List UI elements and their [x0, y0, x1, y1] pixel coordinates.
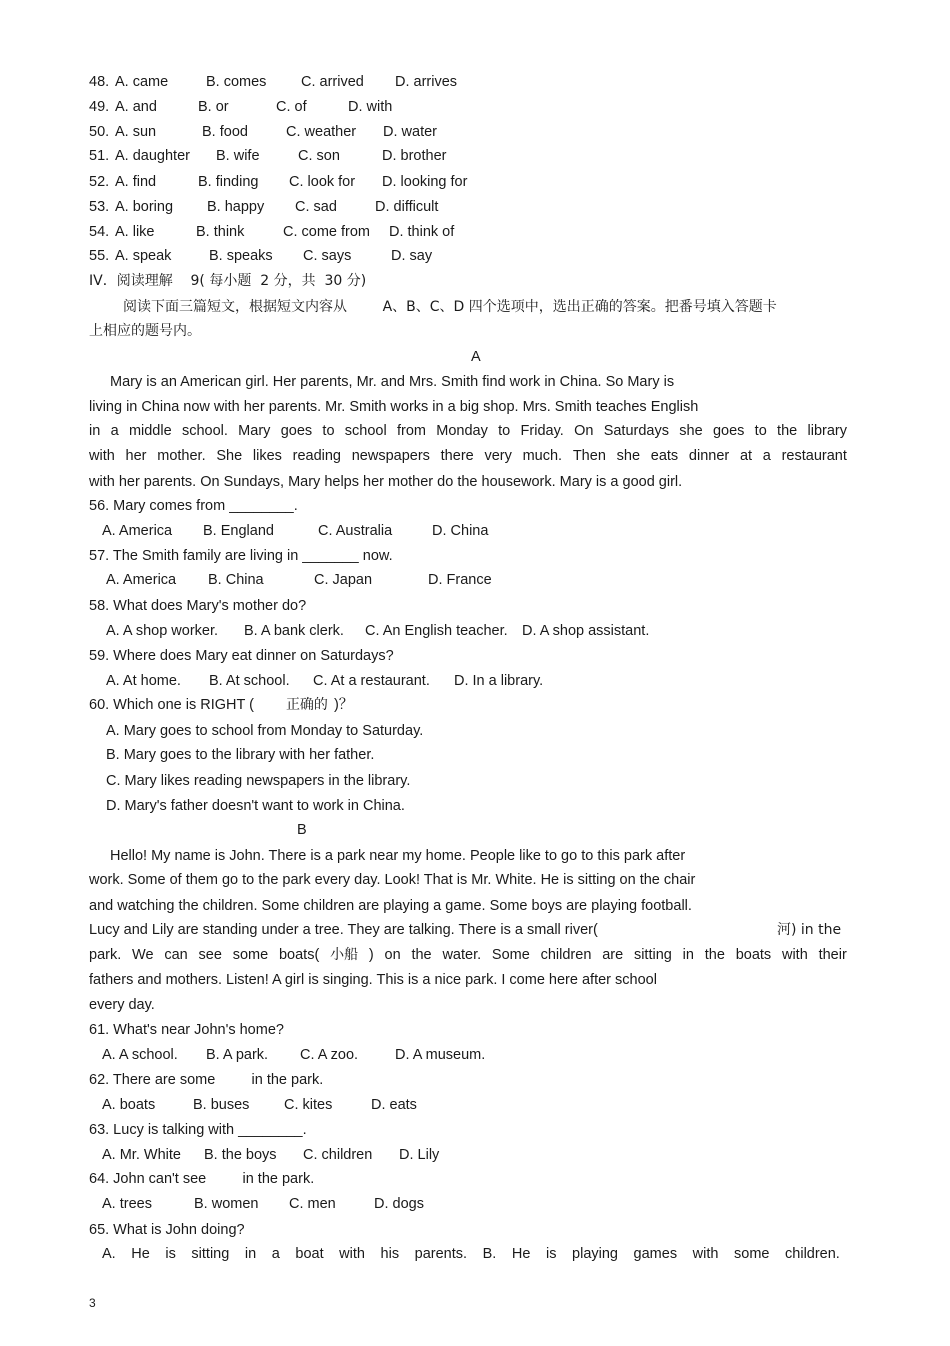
option-a: A. Mr. White	[102, 1147, 181, 1163]
passage-b-label: B	[297, 822, 307, 838]
option-b: B. buses	[193, 1097, 250, 1113]
word: a	[110, 423, 119, 439]
word: the	[777, 423, 798, 439]
option-d: D. In a library.	[454, 673, 544, 689]
word: parents.	[414, 1246, 468, 1262]
word: mother.	[157, 448, 206, 464]
word: likes	[252, 448, 282, 464]
cloze-option-d: D. with	[348, 99, 393, 115]
cloze-option-a: A. came	[115, 74, 169, 90]
cloze-option-d: D. water	[383, 124, 437, 140]
word: Mary	[238, 423, 271, 439]
cloze-option-a: A. like	[115, 224, 155, 240]
cloze-option-c: C. says	[303, 248, 352, 264]
word: school	[344, 423, 387, 439]
cloze-number: 50.	[89, 124, 110, 140]
option-a: A. America	[106, 572, 177, 588]
cloze-option-a: A. sun	[115, 124, 157, 140]
option-d: D. China	[432, 523, 489, 539]
passage-a-line	[89, 447, 847, 465]
word: is	[165, 1246, 176, 1262]
cloze-option-b: B. finding	[198, 174, 259, 190]
cloze-option-b: B. food	[202, 124, 248, 140]
word: to	[498, 423, 511, 439]
word: the	[411, 947, 432, 963]
cloze-option-b: B. comes	[206, 74, 267, 90]
word: with	[781, 947, 808, 963]
option-d: D. France	[428, 572, 492, 588]
cloze-option-d: D. difficult	[375, 199, 439, 215]
word: boats(	[278, 947, 320, 963]
cloze-option-c: C. sad	[295, 199, 337, 215]
question-59: 59. Where does Mary eat dinner on Saturdays?	[89, 648, 394, 664]
option-a: A. trees	[102, 1196, 152, 1212]
question-63: 63. Lucy is talking with ________.	[89, 1122, 307, 1138]
cloze-option-b: B. speaks	[209, 248, 273, 264]
word: their	[818, 947, 847, 963]
passage-b-line: Hello! My name is John. There is a park near my home. People like to go to this park after	[110, 848, 686, 864]
question-60-option-c: C. Mary likes reading newspapers in the library.	[106, 773, 411, 789]
question-65-options	[102, 1245, 840, 1263]
passage-b-line: and watching the children. Some children are playing a game. Some boys are playing football.	[89, 898, 692, 914]
word: water.	[442, 947, 482, 963]
word: with	[692, 1246, 719, 1262]
cloze-number: 52.	[89, 174, 110, 190]
word: can	[164, 947, 188, 963]
word: Then	[572, 448, 606, 464]
question-60-option-b: B. Mary goes to the library with her father.	[106, 747, 375, 763]
word: school.	[181, 423, 228, 439]
passage-a-line	[89, 422, 847, 440]
word: goes	[712, 423, 745, 439]
word: sitting	[191, 1246, 230, 1262]
question-58: 58. What does Mary's mother do?	[89, 598, 307, 614]
cloze-option-b: B. or	[198, 99, 229, 115]
passage-a-line: with her parents. On Sundays, Mary helps her mother do the housework. Mary is a good girl.	[89, 474, 683, 490]
word: 小船	[330, 947, 359, 963]
question-57: 57. The Smith family are living in _______ now.	[89, 548, 393, 564]
word: Friday.	[520, 423, 564, 439]
cloze-option-b: B. wife	[216, 148, 260, 164]
passage-b-river-note: 河) in the	[777, 922, 842, 938]
word: boat	[295, 1246, 324, 1262]
option-d: D. eats	[371, 1097, 417, 1113]
word: is	[545, 1246, 557, 1262]
word: on	[384, 947, 401, 963]
cloze-option-c: C. arrived	[301, 74, 364, 90]
passage-b-line: Lucy and Lily are standing under a tree. They are talking. There is a small river(	[89, 922, 598, 938]
word: Monday	[436, 423, 488, 439]
cloze-option-a: A. find	[115, 174, 157, 190]
cloze-option-a: A. daughter	[115, 148, 190, 164]
question-65: 65. What is John doing?	[89, 1222, 245, 1238]
word: newspapers	[351, 448, 430, 464]
word: in	[682, 947, 694, 963]
section-instruction-line1: 阅读下面三篇短文，根据短文内容从 A、B、C、D 四个选项中，选出正确的答案。把番号填入答题卡	[123, 299, 777, 315]
word: reading	[292, 448, 341, 464]
cloze-option-a: A. speak	[115, 248, 172, 264]
cloze-option-d: D. arrives	[395, 74, 458, 90]
option-b: B. the boys	[204, 1147, 277, 1163]
option-c: C. men	[289, 1196, 336, 1212]
word: with	[339, 1246, 365, 1262]
page-number: 3	[89, 1296, 96, 1310]
option-b: B. women	[194, 1196, 259, 1212]
question-60: 60. Which one is RIGHT ( 正确的 )？	[89, 697, 354, 713]
word: A.	[102, 1246, 116, 1262]
word: playing	[572, 1246, 618, 1262]
cloze-number: 54.	[89, 224, 110, 240]
word: her	[125, 448, 147, 464]
option-a: A. America	[102, 523, 173, 539]
option-d: D. A museum.	[395, 1047, 486, 1063]
passage-b-line: work. Some of them go to the park every day. Look! That is Mr. White. He is sitting on the chair	[89, 872, 696, 888]
cloze-option-c: C. look for	[289, 174, 356, 190]
word: park.	[89, 947, 122, 963]
question-64: 64. John can't see in the park.	[89, 1171, 315, 1187]
option-b: B. China	[208, 572, 264, 588]
cloze-number: 51.	[89, 148, 110, 164]
option-c: C. An English teacher.	[365, 623, 508, 639]
cloze-number: 49.	[89, 99, 110, 115]
word: dinner	[688, 448, 730, 464]
word: are	[602, 947, 624, 963]
cloze-option-d: D. think of	[389, 224, 455, 240]
word: games	[633, 1246, 678, 1262]
option-a: A. A shop worker.	[106, 623, 219, 639]
option-d: D. Lily	[399, 1147, 440, 1163]
word: a	[271, 1246, 280, 1262]
word: B.	[482, 1246, 497, 1262]
word: much.	[522, 448, 563, 464]
word: boats	[735, 947, 772, 963]
word: some	[734, 1246, 770, 1262]
cloze-number: 53.	[89, 199, 110, 215]
passage-a-label: A	[471, 349, 481, 365]
word: children.	[785, 1246, 840, 1262]
word: On	[574, 423, 594, 439]
word: in	[89, 423, 101, 439]
word: library	[807, 423, 847, 439]
cloze-option-a: A. and	[115, 99, 157, 115]
cloze-option-a: A. boring	[115, 199, 174, 215]
cloze-option-d: D. say	[391, 248, 433, 264]
option-d: D. dogs	[374, 1196, 424, 1212]
option-b: B. At school.	[209, 673, 290, 689]
word: his	[380, 1246, 400, 1262]
word: middle	[128, 423, 172, 439]
word: at	[739, 448, 753, 464]
question-61: 61. What's near John's home?	[89, 1022, 284, 1038]
cloze-option-c: C. come from	[283, 224, 371, 240]
cloze-option-b: B. happy	[207, 199, 265, 215]
word: children	[540, 947, 592, 963]
word: We	[132, 947, 154, 963]
cloze-option-d: D. looking for	[382, 174, 468, 190]
cloze-option-c: C. weather	[286, 124, 357, 140]
option-c: C. kites	[284, 1097, 333, 1113]
option-c: C. A zoo.	[300, 1047, 359, 1063]
word: the	[704, 947, 725, 963]
option-c: C. Australia	[318, 523, 393, 539]
word: )	[368, 947, 374, 963]
passage-b-line	[89, 946, 847, 964]
word: sitting	[633, 947, 672, 963]
word: Saturdays	[603, 423, 669, 439]
word: from	[397, 423, 426, 439]
word: goes	[280, 423, 313, 439]
word: to	[754, 423, 767, 439]
cloze-option-d: D. brother	[382, 148, 447, 164]
word: very	[484, 448, 512, 464]
option-c: C. children	[303, 1147, 373, 1163]
cloze-option-b: B. think	[196, 224, 245, 240]
option-a: A. boats	[102, 1097, 156, 1113]
word: a	[762, 448, 771, 464]
option-c: C. At a restaurant.	[313, 673, 430, 689]
word: she	[679, 423, 703, 439]
word: see	[198, 947, 222, 963]
word: eats	[650, 448, 679, 464]
word: He	[131, 1246, 150, 1262]
passage-a-line: Mary is an American girl. Her parents, Mr. and Mrs. Smith find work in China. So Mary is	[110, 374, 675, 390]
word: He	[511, 1246, 531, 1262]
word: Some	[491, 947, 530, 963]
option-c: C. Japan	[314, 572, 373, 588]
passage-b-line: fathers and mothers. Listen! A girl is singing. This is a nice park. I come here after school	[89, 972, 657, 988]
option-a: A. At home.	[106, 673, 181, 689]
question-60-option-d: D. Mary's father doesn't want to work in China.	[106, 798, 405, 814]
cloze-option-c: C. of	[276, 99, 307, 115]
word: with	[89, 448, 115, 464]
word: she	[616, 448, 641, 464]
word: in	[244, 1246, 257, 1262]
option-b: B. A bank clerk.	[244, 623, 344, 639]
cloze-option-c: C. son	[298, 148, 340, 164]
question-60-option-a: A. Mary goes to school from Monday to Saturday.	[106, 723, 424, 739]
word: some	[232, 947, 269, 963]
word: She	[216, 448, 243, 464]
option-d: D. A shop assistant.	[522, 623, 650, 639]
question-62: 62. There are some in the park.	[89, 1072, 324, 1088]
passage-a-line: living in China now with her parents. Mr. Smith works in a big shop. Mrs. Smith teaches English	[89, 399, 699, 415]
question-56: 56. Mary comes from ________.	[89, 498, 298, 514]
word: restaurant	[781, 448, 847, 464]
cloze-number: 48.	[89, 74, 110, 90]
section-instruction-line2: 上相应的题号内。	[89, 323, 201, 339]
cloze-number: 55.	[89, 248, 110, 264]
option-b: B. England	[203, 523, 274, 539]
passage-b-line: every day.	[89, 997, 155, 1013]
option-a: A. A school.	[102, 1047, 178, 1063]
section-heading: IV．阅读理解 9( 每小题 2 分，共 30 分)	[89, 273, 367, 289]
word: to	[322, 423, 335, 439]
word: there	[440, 448, 474, 464]
option-b: B. A park.	[206, 1047, 269, 1063]
